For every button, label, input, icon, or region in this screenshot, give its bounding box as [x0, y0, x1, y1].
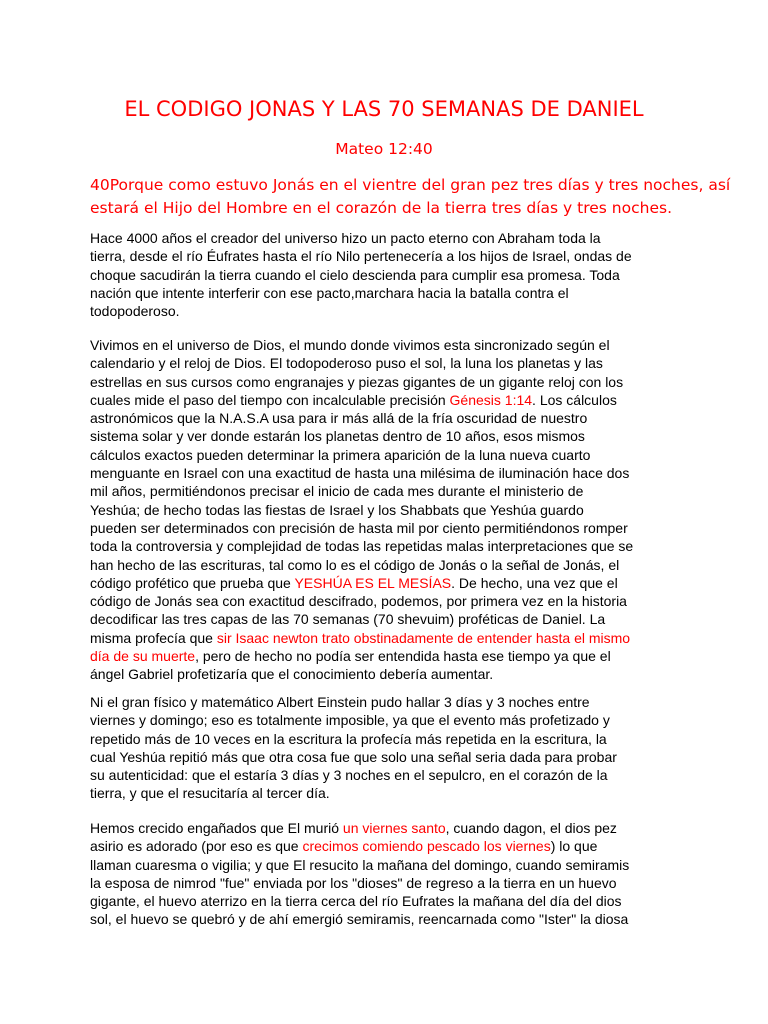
- text-line: sistema solar y ver donde estarán los planetas dentro de 10 años, esos mismos: [90, 428, 585, 445]
- text-segment: . De hecho, una vez que el: [451, 574, 618, 591]
- genesis-link[interactable]: Génesis 1:14: [449, 391, 533, 408]
- scripture-verse: [90, 174, 731, 220]
- text-line: pueden ser determinados con precisión de hasta mil por ciento permitiéndonos romper: [90, 519, 628, 536]
- text-segment: Hemos crecido engañados que El murió: [90, 820, 343, 836]
- verse-line: estará el Hijo del Hombre en el corazón de la tierra tres días y tres noches.: [90, 199, 672, 217]
- text-line: Ni el gran físico y matemático Albert Einstein pudo hallar 3 días y 3 noches entre: [90, 694, 590, 710]
- text-line: nación que intente interferir con ese pacto,marchara hacia la batalla contra el: [90, 284, 569, 301]
- text-line: decodificar las tres capas de las 70 semanas (70 shevuim) proféticas de Daniel. La: [90, 611, 606, 628]
- text-line: [90, 837, 690, 855]
- text-line: Hace 4000 años el creador del universo hizo un pacto eterno con Abraham toda la: [90, 230, 601, 246]
- paragraph-gods-clock: [90, 336, 690, 684]
- text-line: [90, 574, 690, 592]
- isaac-newton-link-continued[interactable]: día de su muerte: [90, 648, 196, 665]
- yeshua-messiah-link[interactable]: YESHÚA ES EL MESÍAS: [294, 574, 452, 591]
- text-segment: asirio es adorado (por eso es que: [90, 838, 303, 855]
- text-segment: cuales mide el paso del tiempo con incalculable precisión: [90, 391, 450, 408]
- text-line: código de Jonás sea con exactitud descifrado, podemos, por primera vez en la historia: [90, 593, 627, 610]
- text-segment: código profético que prueba que: [90, 574, 295, 591]
- text-line: han hecho de las escrituras, tal como lo es el código de Jonás o la señal de Jonás, el: [90, 556, 620, 573]
- text-line: toda la controversia y complejidad de todas las repetidas malas interpretaciones que se: [90, 538, 634, 555]
- text-line: calendario y el reloj de Dios. El todopoderoso puso el sol, la luna los planetas y las: [90, 355, 603, 372]
- text-line: llaman cuaresma o vigilia; y que El resucito la mañana del domingo, cuando semiramis: [90, 856, 630, 873]
- text-line: tierra, y que el resucitaría al tercer día.: [90, 785, 330, 802]
- text-segment: , pero de hecho no podía ser entendida hasta ese tiempo ya que el: [195, 648, 611, 665]
- text-line: repetido más de 10 veces en la escritura la profecía más repetida en la escritura, la: [90, 730, 607, 747]
- text-line: estrellas en sus cursos como engranajes y piezas gigantes de un gigante reloj con los: [90, 373, 624, 390]
- text-line: su autenticidad: que el estaría 3 días y 3 noches en el sepulcro, en el corazón de la: [90, 767, 608, 784]
- text-line: cual Yeshúa repitió más que otra cosa fue que solo una señal seria dada para probar: [90, 748, 617, 765]
- text-line: cálculos exactos pueden determinar la primera aparición de la luna nueva cuarto: [90, 446, 591, 463]
- paragraph-three-days: [90, 693, 690, 803]
- text-segment: , cuando dagon, el dios pez: [445, 820, 617, 836]
- text-line: [90, 819, 690, 837]
- text-segment: ) lo que: [550, 838, 598, 855]
- paragraph-abraham-covenant: [90, 229, 690, 320]
- text-line: menguante en Israel con una exactitud de hasta una milésima de iluminación hace dos: [90, 465, 630, 482]
- text-line: choque sacudirán la tierra cuando el cielo descienda para cumplir esa promesa. Toda: [90, 266, 620, 283]
- text-segment: misma profecía que: [90, 629, 217, 646]
- document-title: EL CODIGO JONAS Y LAS 70 SEMANAS DE DANIEL: [124, 97, 644, 121]
- scripture-reference: Mateo 12:40: [335, 140, 433, 158]
- text-line: Vivimos en el universo de Dios, el mundo donde vivimos esta sincronizado según el: [90, 337, 610, 353]
- text-line: [90, 629, 690, 647]
- text-segment: . Los cálculos: [532, 391, 617, 408]
- text-line: Yeshúa; de hecho todas las fiestas de Israel y los Shabbats que Yeshúa guardo: [90, 501, 584, 518]
- viernes-santo-link[interactable]: un viernes santo: [342, 820, 446, 836]
- text-line: astronómicos que la N.A.S.A usa para ir más allá de la fría oscuridad de nuestro: [90, 410, 588, 427]
- text-line: [90, 391, 690, 409]
- text-line: [90, 647, 690, 665]
- text-line: mil años, permitiéndonos precisar el inicio de cada mes durante el ministerio de: [90, 483, 584, 500]
- pescado-viernes-link[interactable]: crecimos comiendo pescado los viernes: [302, 838, 551, 855]
- text-line: todopoderoso.: [90, 303, 180, 320]
- text-line: tierra, desde el río Éufrates hasta el río Nilo pertenecería a los hijos de Israel, ondas de: [90, 248, 632, 265]
- text-line: ángel Gabriel profetizaría que el conocimiento debería aumentar.: [90, 666, 494, 683]
- text-line: gigante, el huevo aterrizo en la tierra cerca del río Eufrates la mañana del día del dios: [90, 893, 622, 910]
- paragraph-good-friday: [90, 819, 690, 929]
- text-line: la esposa de nimrod "fue" enviada por los "dioses" de regreso a la tierra en un huevo: [90, 874, 617, 891]
- text-line: sol, el huevo se quebró y de ahí emergió semiramis, reencarnada como "Ister" la diosa: [90, 911, 629, 928]
- verse-line: 40Porque como estuvo Jonás en el vientre del gran pez tres días y tres noches, así: [90, 176, 731, 194]
- isaac-newton-link[interactable]: sir Isaac newton trato obstinadamente de entender hasta el mismo: [216, 629, 631, 646]
- text-line: viernes y domingo; eso es totalmente imposible, ya que el evento más profetizado y: [90, 712, 610, 729]
